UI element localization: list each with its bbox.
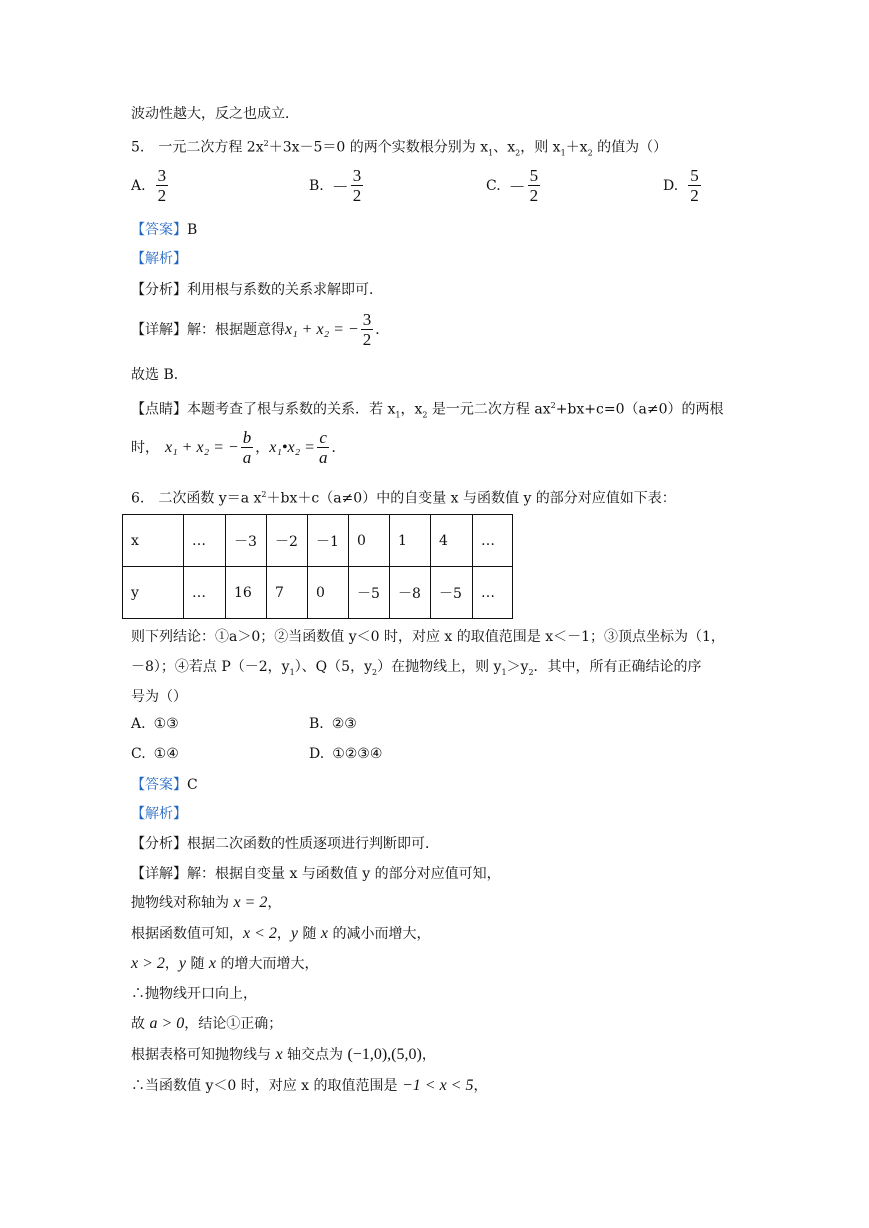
q6-stem-a: 6. 二次函数 y＝a x [131, 490, 262, 507]
q5-option-b-fraction [351, 166, 364, 205]
q5-vieta [131, 428, 345, 467]
q5-stem [131, 134, 667, 163]
q6-option-d-label: D. [309, 746, 325, 762]
frac-num: 5 [690, 166, 699, 185]
table-cell: y [123, 567, 184, 619]
q6-stem-b: ＋bx＋c（a≠0）中的自变量 x 与函数值 y 的部分对应值如下表： [266, 490, 676, 507]
xiangjie-fraction [361, 310, 374, 349]
vieta-comma: ， [255, 439, 270, 456]
table-cell: … [184, 567, 226, 619]
answer-tag: 【答案】 [131, 777, 187, 793]
l2-x: x [208, 955, 217, 972]
table-cell: 0 [349, 515, 390, 567]
q6-option-c [131, 746, 179, 762]
q6-line-1 [131, 924, 430, 944]
q5-option-b-sign: － [331, 178, 349, 197]
table-cell: －1 [308, 515, 349, 567]
xiangjie-expr: x₁ + x₂ = − [285, 320, 359, 338]
q5-xiangjie [131, 310, 389, 349]
vieta-shi: 时， [131, 439, 159, 456]
q5-option-d-fraction [688, 166, 701, 205]
table-cell: －3 [226, 515, 267, 567]
q6-line-3: ∴抛物线开口向上， [131, 986, 257, 1002]
frac-num: 5 [529, 166, 539, 185]
l4-a: 故 [131, 1016, 150, 1032]
l5-x: x [275, 1046, 283, 1063]
l6-a: ∴当函数值 y＜0 时，对应 x 的取值范围是 [131, 1078, 402, 1094]
frac-den: a [242, 448, 252, 467]
table-cell: －5 [349, 567, 390, 619]
q5-option-b [309, 166, 365, 205]
c2-sub2: 2 [371, 667, 378, 677]
q5-stem-a: 5. 一元二次方程 2x [131, 139, 264, 156]
l5-b: 轴交点为 [282, 1047, 348, 1063]
dianjing-c: 是一元二次方程 ax [427, 401, 551, 418]
l1-b: ， [276, 926, 291, 942]
q5-option-c-sign: － [508, 178, 526, 197]
q5-analysis-tag: 【解析】 [131, 251, 187, 267]
q5-stem-e: ＋x [565, 139, 588, 156]
q6-option-c-label: C. [131, 746, 146, 762]
c2-sub1b: 1 [501, 667, 507, 677]
q6-option-c-text: ①④ [153, 746, 179, 762]
q5-option-a [131, 166, 170, 205]
axis-text: 抛物线对称轴为 [131, 895, 234, 911]
l2-y: y [178, 955, 187, 972]
axis-expr: x = 2 [233, 894, 268, 911]
table-cell: 7 [267, 567, 308, 619]
frac-den: a [318, 448, 328, 467]
q5-option-c-label: C. [486, 177, 501, 194]
q6-axis-line [131, 893, 281, 913]
table-row [123, 567, 513, 619]
dianjing-d: +bx+c=0（a≠0）的两根 [555, 401, 724, 418]
c2e: ．其中，所有正确结论的序 [533, 659, 702, 675]
l4-expr: a > 0 [149, 1015, 185, 1032]
q6-xiangjie: 【详解】解：根据自变量 x 与函数值 y 的部分对应值可知， [131, 866, 501, 882]
frac-num: 3 [157, 166, 167, 185]
q5-option-d [663, 166, 703, 205]
table-cell: －8 [390, 567, 431, 619]
frac-num: c [319, 428, 327, 447]
answer-value: C [187, 777, 198, 793]
table-cell: 16 [226, 567, 267, 619]
l2-c: 随 [186, 956, 209, 972]
q5-option-c [486, 166, 542, 205]
l1-a: 根据函数值可知， [131, 926, 243, 942]
vieta-sum-expr: x₁ + x₂ = − [165, 438, 239, 456]
l2-b: ， [164, 956, 179, 972]
c2a: －8）；④若点 P（－2，y [131, 659, 290, 675]
q5-fenxi: 【分析】利用根与系数的关系求解即可． [131, 282, 383, 298]
l4-b: ，结论①正确； [184, 1016, 283, 1032]
q6-fenxi: 【分析】根据二次函数的性质逐项进行判断即可． [131, 836, 439, 852]
q5-stem-c: 、x [493, 139, 516, 156]
table-row [123, 515, 513, 567]
q5-stem-b: ＋3x－5＝0 的两个实数根分别为 x [268, 139, 489, 156]
vieta-sum-fraction [241, 428, 254, 467]
vieta-prod-expr: x₁•x₂ = [269, 438, 315, 456]
frac-den: 2 [690, 186, 699, 205]
frac-den: 2 [157, 186, 167, 205]
dianjing-a: 【点睛】本题考查了根与系数的关系．若 x [131, 401, 396, 418]
l6-b: ， [473, 1078, 488, 1094]
q6-option-d-text: ①②③④ [332, 746, 383, 762]
q5-choose: 故选 B． [131, 367, 188, 383]
table-cell: －5 [431, 567, 473, 619]
dj-sub2: 2 [422, 410, 428, 420]
l5-c: ， [421, 1047, 436, 1063]
q5-dianjing [131, 396, 723, 425]
c2-sub1: 1 [289, 667, 295, 677]
xiangjie-end: ． [375, 321, 390, 338]
table-cell: －2 [267, 515, 308, 567]
vieta-end: ． [331, 439, 346, 456]
frac-num: 3 [352, 166, 362, 185]
q5-stem-f: 的值为（） [592, 139, 668, 156]
q5-sub1b: 1 [560, 148, 566, 158]
q5-answer [131, 220, 197, 240]
q6-analysis-tag: 【解析】 [131, 806, 187, 822]
intro-line: 波动性越大，反之也成立． [131, 106, 299, 122]
vieta-prod-fraction [317, 428, 330, 467]
frac-num: b [242, 428, 252, 447]
table-cell: 1 [390, 515, 431, 567]
l1-y: y [290, 925, 299, 942]
q6-stem-sup: 2 [261, 490, 267, 499]
q5-sub2b: 2 [587, 148, 593, 158]
c2-sub2b: 2 [528, 667, 534, 677]
q6-conclusion-1: 则下列结论：①a＞0；②当函数值 y＜0 时，对应 x 的取值范围是 x＜－1；③顶点坐标为（1， [131, 629, 725, 645]
table-cell: … [184, 515, 226, 567]
q6-conclusion-3: 号为（） [131, 689, 187, 705]
answer-tag: 【答案】 [131, 222, 187, 238]
q5-stem-d: ，则 x [520, 139, 561, 156]
q6-option-d [309, 746, 382, 762]
q6-answer [131, 775, 198, 795]
l1-d: 的减小而增大， [328, 926, 431, 942]
q6-option-b [309, 716, 357, 732]
table-cell: 4 [431, 515, 473, 567]
c2b: ）、Q（5，y [294, 659, 372, 675]
q6-option-b-label: B. [309, 716, 324, 732]
q6-conclusion-2 [131, 657, 702, 683]
l1-c: 随 [298, 926, 321, 942]
dj-sup: 2 [550, 401, 556, 410]
q6-option-b-text: ②③ [331, 716, 357, 732]
q5-option-d-label: D. [663, 177, 679, 194]
q6-line-6 [131, 1076, 487, 1096]
frac-den: 2 [529, 186, 539, 205]
c2d: ＞y [506, 659, 529, 675]
table-cell: 0 [308, 567, 349, 619]
c2c: ）在抛物线上，则 y [377, 659, 502, 675]
frac-num: 3 [362, 310, 372, 329]
xiangjie-prefix: 【详解】解：根据题意得 [131, 321, 285, 338]
q5-stem-sup: 2 [263, 139, 269, 148]
q6-option-a-text: ①③ [153, 716, 179, 732]
l1-expr: x < 2 [243, 925, 277, 942]
q5-option-c-fraction [528, 166, 541, 205]
l1-x: x [320, 925, 329, 942]
q6-line-4 [131, 1014, 282, 1034]
q6-line-2 [131, 954, 318, 974]
q5-sub1: 1 [488, 148, 494, 158]
q5-sub2: 2 [515, 148, 521, 158]
value-table [122, 514, 513, 619]
q6-stem [131, 485, 676, 509]
table-cell: … [473, 567, 513, 619]
l5-expr: (−1,0),(5,0) [347, 1046, 422, 1063]
q5-option-a-fraction [156, 166, 169, 205]
dj-sub1: 1 [395, 410, 401, 420]
axis-end: ， [267, 895, 282, 911]
dianjing-b: ，x [400, 401, 423, 418]
l6-expr: −1 < x < 5 [401, 1077, 474, 1094]
q5-option-b-label: B. [309, 177, 324, 194]
l2-d: 的增大而增大， [216, 956, 319, 972]
frac-den: 2 [362, 330, 372, 349]
q6-option-a [131, 716, 179, 732]
answer-value: B [187, 222, 198, 238]
l5-a: 根据表格可知抛物线与 [131, 1047, 276, 1063]
table-cell: x [123, 515, 184, 567]
q5-option-a-label: A. [131, 177, 146, 194]
q6-line-5 [131, 1045, 436, 1065]
l2-expr: x > 2 [131, 955, 165, 972]
frac-den: 2 [352, 186, 362, 205]
table-cell: … [473, 515, 513, 567]
q6-option-a-label: A. [131, 716, 146, 732]
